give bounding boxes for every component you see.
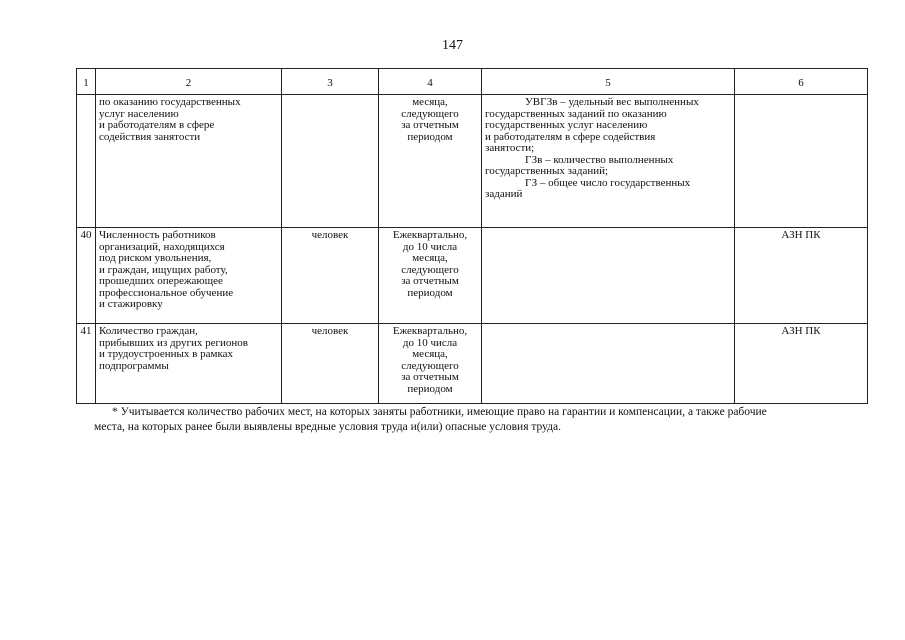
cell-text-line: следующего (401, 359, 459, 372)
cell-text-line: и трудоустроенных в рамках (99, 348, 234, 360)
indicators-table (76, 68, 868, 404)
cell-text-line: прошедших опережающее (99, 275, 223, 287)
cell-text-line: профессиональное обучение (99, 286, 234, 299)
indicator-cell (96, 228, 282, 324)
cell-text-line: за отчетным (401, 275, 459, 287)
cell-text-line: следующего (401, 107, 459, 120)
cell-text-line: под риском увольнения, (99, 252, 212, 264)
footnote-line-2: места, на которых ранее были выявлены вредные условия труда и(или) опасные условия труда. (94, 421, 561, 433)
unit-cell: человек (282, 228, 379, 324)
source-cell: АЗН ПК (735, 324, 868, 404)
cell-text-line: содействия занятости (99, 130, 201, 143)
header-col-3: 3 (282, 69, 379, 95)
method-cell (482, 228, 735, 324)
source-cell: АЗН ПК (735, 228, 868, 324)
cell-text-line: Численность работников (99, 229, 216, 241)
cell-text-line: Количество граждан, (99, 325, 198, 337)
page-number: 147 (442, 38, 463, 53)
cell-text-line: периодом (407, 130, 453, 143)
row-number: 40 (77, 228, 96, 324)
header-col-1: 1 (77, 69, 96, 95)
method-cell (482, 95, 735, 228)
cell-text-line: Ежеквартально, (392, 229, 468, 241)
cell-text-line: за отчетным (401, 371, 459, 383)
table-row-40 (77, 228, 868, 324)
cell-text-line: за отчетным (401, 119, 459, 131)
cell-text-line: прибывших из других регионов (99, 336, 249, 349)
header-col-5: 5 (482, 69, 735, 95)
cell-text-line: и работодателям в сфере содействия (485, 130, 656, 143)
table-row-continuation (77, 95, 868, 228)
cell-text-line: УВГЗв – удельный вес выполненных (525, 96, 699, 108)
cell-text-line: периодом (407, 382, 453, 395)
cell-text-line: подпрограммы (99, 359, 169, 372)
cell-text-line: месяца, (412, 96, 448, 108)
indicator-cell (96, 95, 282, 228)
cell-text-line: ГЗв – количество выполненных (525, 153, 674, 166)
table-row-41 (77, 324, 868, 404)
cell-text-line: Ежеквартально, (392, 325, 468, 337)
cell-text-line: государственных заданий; (485, 165, 609, 177)
cell-text-line: услуг населению (99, 107, 179, 120)
cell-text-line: организаций, находящихся (99, 240, 225, 253)
table-header-row (77, 69, 868, 95)
indicator-cell (96, 324, 282, 404)
header-col-4: 4 (379, 69, 482, 95)
cell-text-line: и граждан, ищущих работу, (99, 263, 228, 276)
cell-text-line: и работодателям в сфере (99, 119, 215, 131)
cell-text-line: месяца, (412, 252, 448, 264)
period-cell (379, 324, 482, 404)
cell-text-line: до 10 числа (402, 240, 458, 253)
cell-text-line: ГЗ – общее число государственных (525, 176, 691, 189)
header-col-2: 2 (96, 69, 282, 95)
footnote (94, 405, 872, 435)
cell-text-line: государственных услуг населению (485, 119, 648, 131)
period-cell (379, 228, 482, 324)
cell-text-line: государственных заданий по оказанию (485, 107, 667, 120)
method-cell (482, 324, 735, 404)
unit-cell: человек (282, 324, 379, 404)
cell-text-line: по оказанию государственных (99, 96, 241, 108)
cell-text-line: месяца, (412, 348, 448, 360)
cell-text-line: периодом (407, 286, 453, 299)
period-cell (379, 95, 482, 228)
cell-text-line: и стажировку (99, 298, 163, 310)
cell-text-line: до 10 числа (402, 336, 458, 349)
row-number (77, 95, 96, 228)
footnote-line-1: * Учитывается количество рабочих мест, на которых заняты работники, имеющие право на гарантии и компенсации, а также рабочие (112, 406, 767, 418)
unit-cell (282, 95, 379, 228)
cell-text-line: следующего (401, 263, 459, 276)
row-number: 41 (77, 324, 96, 404)
cell-text-line: занятости; (485, 142, 535, 154)
cell-text-line: заданий (485, 188, 523, 200)
source-cell (735, 95, 868, 228)
header-col-6: 6 (735, 69, 868, 95)
